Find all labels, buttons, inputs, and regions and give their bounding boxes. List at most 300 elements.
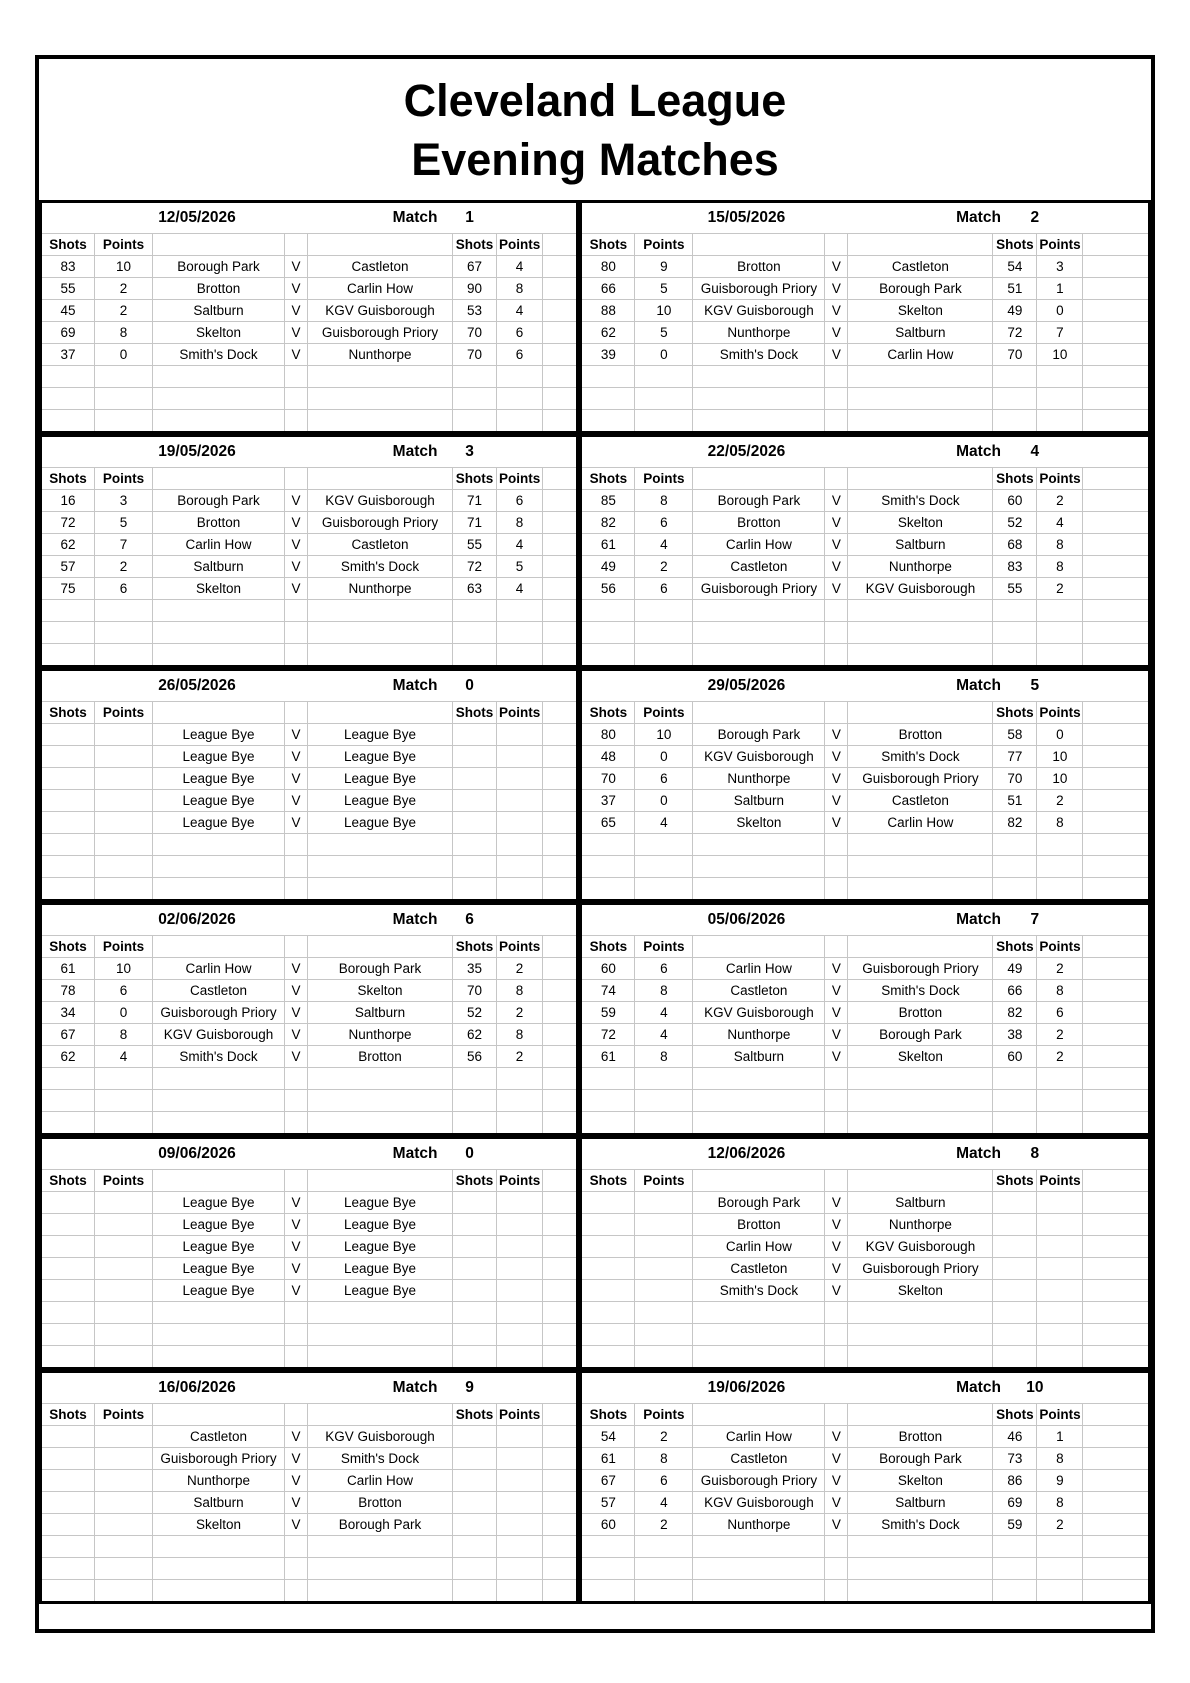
away-shots-header: Shots	[453, 1169, 497, 1191]
blank-cell	[543, 1513, 578, 1535]
blank-cell	[308, 387, 453, 409]
blank-cell	[453, 409, 497, 432]
away-shots: 71	[453, 511, 497, 533]
away-team: Smith's Dock	[848, 745, 993, 767]
match-number: 0	[465, 677, 474, 695]
column-header-row	[41, 701, 578, 723]
match-block	[579, 1136, 1151, 1370]
versus-label: V	[825, 811, 848, 833]
fixture-row	[581, 1045, 1150, 1067]
fixture-row	[41, 811, 578, 833]
blank-cell	[635, 855, 693, 877]
home-shots: 37	[41, 343, 95, 365]
home-team: Saltburn	[153, 1491, 285, 1513]
fixture-row	[581, 1235, 1150, 1257]
empty-row	[581, 599, 1150, 621]
away-points-header: Points	[497, 701, 543, 723]
match-date: 26/05/2026	[158, 677, 236, 695]
blank-cell	[308, 409, 453, 432]
away-team: KGV Guisborough	[308, 489, 453, 511]
blank-cell	[848, 409, 993, 432]
blank-cell	[497, 387, 543, 409]
away-shots	[993, 1191, 1037, 1213]
away-shots: 54	[993, 255, 1037, 277]
blank-cell	[1083, 1579, 1150, 1602]
away-points: 2	[497, 957, 543, 979]
fixture-row	[41, 723, 578, 745]
empty-row	[581, 1535, 1150, 1557]
blank-cell	[993, 1345, 1037, 1368]
away-team: League Bye	[308, 1235, 453, 1257]
blank-cell	[635, 1067, 693, 1089]
away-shots: 49	[993, 957, 1037, 979]
blank-cell	[848, 1111, 993, 1134]
blank-cell	[543, 723, 578, 745]
away-points	[1037, 1279, 1083, 1301]
blank-cell	[153, 1169, 285, 1191]
home-points: 4	[635, 1023, 693, 1045]
home-team: KGV Guisborough	[693, 1001, 825, 1023]
blank-cell	[1037, 1557, 1083, 1579]
fixture-row	[581, 1469, 1150, 1491]
versus-label: V	[825, 1213, 848, 1235]
away-points: 4	[497, 299, 543, 321]
blank-cell	[993, 409, 1037, 432]
fixture-row	[41, 745, 578, 767]
away-points: 4	[497, 533, 543, 555]
blank-cell	[308, 1579, 453, 1602]
home-points-header: Points	[635, 1169, 693, 1191]
blank-cell	[693, 365, 825, 387]
home-shots: 16	[41, 489, 95, 511]
blank-cell	[497, 409, 543, 432]
home-team: Skelton	[153, 321, 285, 343]
away-team: KGV Guisborough	[308, 299, 453, 321]
blank-cell	[693, 935, 825, 957]
away-points	[497, 1425, 543, 1447]
blank-cell	[153, 1067, 285, 1089]
empty-row	[41, 855, 578, 877]
away-shots: 70	[453, 979, 497, 1001]
home-points-header: Points	[95, 467, 153, 489]
home-points: 5	[635, 321, 693, 343]
fixture-row	[581, 555, 1150, 577]
blank-cell	[993, 1111, 1037, 1134]
fixture-row	[581, 1425, 1150, 1447]
block-header-row	[41, 1371, 578, 1403]
empty-row	[581, 365, 1150, 387]
blank-cell	[41, 599, 95, 621]
away-team: Borough Park	[848, 277, 993, 299]
home-shots: 67	[41, 1023, 95, 1045]
empty-row	[41, 1557, 578, 1579]
empty-row	[41, 599, 578, 621]
away-points	[497, 1191, 543, 1213]
fixture-row	[41, 511, 578, 533]
blank-cell	[153, 467, 285, 489]
blank-cell	[825, 1557, 848, 1579]
blank-cell	[95, 1557, 153, 1579]
blank-cell	[95, 855, 153, 877]
blank-cell	[153, 365, 285, 387]
home-points: 8	[95, 321, 153, 343]
blank-cell	[581, 1089, 635, 1111]
home-team: League Bye	[153, 1257, 285, 1279]
versus-label: V	[825, 299, 848, 321]
home-shots	[41, 1257, 95, 1279]
blank-cell	[153, 1345, 285, 1368]
empty-row	[581, 1579, 1150, 1602]
home-shots: 57	[41, 555, 95, 577]
versus-label: V	[285, 277, 308, 299]
blank-cell	[1037, 1089, 1083, 1111]
blank-cell	[1037, 1111, 1083, 1134]
home-shots-header: Shots	[41, 233, 95, 255]
blank-cell	[1083, 1403, 1150, 1425]
home-points: 0	[95, 1001, 153, 1023]
home-team: Borough Park	[693, 1191, 825, 1213]
blank-cell	[993, 387, 1037, 409]
away-team: League Bye	[308, 1279, 453, 1301]
blank-cell	[1083, 1235, 1150, 1257]
home-team: Castleton	[693, 1257, 825, 1279]
blank-cell	[153, 855, 285, 877]
versus-label: V	[285, 577, 308, 599]
blank-cell	[848, 1169, 993, 1191]
blank-cell	[825, 1403, 848, 1425]
column-header-row	[581, 1403, 1150, 1425]
blank-cell	[1083, 1557, 1150, 1579]
blank-cell	[308, 833, 453, 855]
home-shots: 62	[41, 1045, 95, 1067]
away-points	[1037, 1235, 1083, 1257]
blank-cell	[693, 1345, 825, 1368]
away-points: 7	[1037, 321, 1083, 343]
block-header-row	[581, 201, 1150, 233]
versus-label: V	[285, 489, 308, 511]
fixture-row	[581, 343, 1150, 365]
home-points	[635, 1257, 693, 1279]
blank-cell	[308, 1089, 453, 1111]
blank-cell	[497, 1579, 543, 1602]
blank-cell	[1037, 365, 1083, 387]
home-team: Brotton	[693, 1213, 825, 1235]
away-team: Nunthorpe	[308, 577, 453, 599]
away-points: 8	[1037, 979, 1083, 1001]
home-shots-header: Shots	[581, 701, 635, 723]
away-points: 8	[497, 979, 543, 1001]
match-date: 12/06/2026	[707, 1145, 786, 1163]
away-points-header: Points	[1037, 1403, 1083, 1425]
fixture-row	[41, 1447, 578, 1469]
blank-cell	[635, 365, 693, 387]
blank-cell	[635, 1323, 693, 1345]
away-team: Smith's Dock	[308, 1447, 453, 1469]
home-team: Brotton	[153, 277, 285, 299]
home-team: Nunthorpe	[693, 1023, 825, 1045]
versus-label: V	[285, 533, 308, 555]
blank-cell	[543, 387, 578, 409]
match-number: 6	[465, 911, 474, 929]
away-points: 8	[1037, 1491, 1083, 1513]
away-points: 9	[1037, 1469, 1083, 1491]
home-team: Nunthorpe	[153, 1469, 285, 1491]
blank-cell	[543, 1447, 578, 1469]
home-points: 4	[635, 1001, 693, 1023]
match-block	[579, 200, 1151, 434]
match-date: 05/06/2026	[707, 911, 786, 929]
away-shots-header: Shots	[453, 467, 497, 489]
blank-cell	[1037, 1535, 1083, 1557]
away-shots: 51	[993, 277, 1037, 299]
away-shots: 66	[993, 979, 1037, 1001]
away-points-header: Points	[497, 1403, 543, 1425]
blank-cell	[285, 701, 308, 723]
blank-cell	[543, 1169, 578, 1191]
match-date: 19/05/2026	[158, 443, 236, 461]
blank-cell	[1037, 387, 1083, 409]
blank-cell	[543, 1111, 578, 1134]
blank-cell	[1083, 1111, 1150, 1134]
away-points: 2	[1037, 1023, 1083, 1045]
away-shots: 35	[453, 957, 497, 979]
away-team: Skelton	[848, 1279, 993, 1301]
versus-label: V	[825, 1469, 848, 1491]
fixture-row	[41, 1257, 578, 1279]
blank-cell	[848, 599, 993, 621]
home-shots-header: Shots	[581, 1169, 635, 1191]
away-shots	[993, 1257, 1037, 1279]
blank-cell	[848, 1089, 993, 1111]
blank-cell	[308, 1301, 453, 1323]
blank-cell	[581, 1067, 635, 1089]
home-shots: 85	[581, 489, 635, 511]
versus-label: V	[285, 811, 308, 833]
blank-cell	[581, 409, 635, 432]
blank-cell	[543, 935, 578, 957]
home-team: Skelton	[153, 1513, 285, 1535]
blank-cell	[581, 643, 635, 666]
away-team: Carlin How	[848, 343, 993, 365]
away-team: Nunthorpe	[308, 343, 453, 365]
blank-cell	[41, 855, 95, 877]
blank-cell	[1083, 1257, 1150, 1279]
match-block	[579, 902, 1151, 1136]
column-header-row	[41, 935, 578, 957]
blank-cell	[543, 701, 578, 723]
home-team: Castleton	[693, 1447, 825, 1469]
blank-cell	[543, 321, 578, 343]
home-points: 6	[635, 767, 693, 789]
away-points	[497, 745, 543, 767]
away-team: League Bye	[308, 789, 453, 811]
home-shots: 67	[581, 1469, 635, 1491]
away-shots: 63	[453, 577, 497, 599]
home-team: Saltburn	[693, 789, 825, 811]
home-team: Borough Park	[693, 723, 825, 745]
away-shots	[453, 811, 497, 833]
home-shots	[41, 789, 95, 811]
blank-cell	[543, 577, 578, 599]
blank-cell	[1083, 877, 1150, 900]
home-shots: 37	[581, 789, 635, 811]
home-points-header: Points	[635, 935, 693, 957]
away-shots: 49	[993, 299, 1037, 321]
title-line-2: Evening Matches	[411, 134, 779, 186]
empty-row	[581, 877, 1150, 900]
home-shots: 61	[41, 957, 95, 979]
home-points: 4	[635, 533, 693, 555]
blank-cell	[153, 1301, 285, 1323]
blank-cell	[308, 935, 453, 957]
fixture-row	[581, 1001, 1150, 1023]
home-points: 2	[95, 299, 153, 321]
home-shots	[41, 1191, 95, 1213]
blank-cell	[543, 1425, 578, 1447]
blank-cell	[848, 365, 993, 387]
away-team: Smith's Dock	[848, 489, 993, 511]
blank-cell	[825, 1089, 848, 1111]
versus-label: V	[825, 255, 848, 277]
blank-cell	[693, 1557, 825, 1579]
blank-cell	[543, 1301, 578, 1323]
versus-label: V	[825, 277, 848, 299]
blank-cell	[1083, 599, 1150, 621]
blank-cell	[693, 877, 825, 900]
home-team: Nunthorpe	[693, 1513, 825, 1535]
versus-label: V	[285, 1045, 308, 1067]
versus-label: V	[285, 1191, 308, 1213]
blank-cell	[41, 1557, 95, 1579]
versus-label: V	[285, 1279, 308, 1301]
home-points	[635, 1213, 693, 1235]
away-team: Castleton	[848, 789, 993, 811]
home-points	[95, 811, 153, 833]
fixture-row	[581, 1257, 1150, 1279]
home-points	[635, 1235, 693, 1257]
away-team: KGV Guisborough	[848, 577, 993, 599]
home-points: 8	[95, 1023, 153, 1045]
match-grid	[39, 200, 1151, 1604]
home-shots: 82	[581, 511, 635, 533]
away-shots: 90	[453, 277, 497, 299]
blank-cell	[543, 1579, 578, 1602]
home-points: 7	[95, 533, 153, 555]
home-points: 2	[95, 555, 153, 577]
away-team: Saltburn	[848, 1491, 993, 1513]
home-points: 9	[635, 255, 693, 277]
versus-label: V	[825, 1045, 848, 1067]
blank-cell	[497, 1089, 543, 1111]
home-shots	[581, 1279, 635, 1301]
home-shots: 45	[41, 299, 95, 321]
blank-cell	[543, 957, 578, 979]
blank-cell	[497, 1111, 543, 1134]
away-team: Saltburn	[848, 533, 993, 555]
away-points: 2	[1037, 577, 1083, 599]
blank-cell	[1083, 1513, 1150, 1535]
versus-label: V	[825, 321, 848, 343]
blank-cell	[693, 833, 825, 855]
away-shots: 58	[993, 723, 1037, 745]
column-header-row	[581, 701, 1150, 723]
blank-cell	[635, 1111, 693, 1134]
away-shots-header: Shots	[993, 1169, 1037, 1191]
home-team: Brotton	[693, 511, 825, 533]
fixture-row	[581, 723, 1150, 745]
fixture-row	[581, 745, 1150, 767]
away-shots: 69	[993, 1491, 1037, 1513]
away-shots-header: Shots	[993, 1403, 1037, 1425]
home-team: League Bye	[153, 789, 285, 811]
blank-cell	[581, 1579, 635, 1602]
match-block	[39, 200, 579, 434]
away-team: Brotton	[308, 1045, 453, 1067]
home-shots: 57	[581, 1491, 635, 1513]
blank-cell	[693, 643, 825, 666]
blank-cell	[497, 1301, 543, 1323]
blank-cell	[543, 533, 578, 555]
blank-cell	[285, 365, 308, 387]
versus-label: V	[825, 343, 848, 365]
home-team: Saltburn	[153, 555, 285, 577]
blank-cell	[825, 701, 848, 723]
away-points: 10	[1037, 767, 1083, 789]
blank-cell	[993, 1301, 1037, 1323]
home-points: 6	[635, 957, 693, 979]
match-label: Match	[392, 209, 438, 227]
fixture-row	[581, 979, 1150, 1001]
home-points: 8	[635, 1447, 693, 1469]
versus-label: V	[825, 979, 848, 1001]
home-shots	[41, 1235, 95, 1257]
blank-cell	[153, 233, 285, 255]
versus-label: V	[285, 1469, 308, 1491]
home-team: Smith's Dock	[693, 1279, 825, 1301]
blank-cell	[543, 409, 578, 432]
block-header-row	[41, 201, 578, 233]
home-team: League Bye	[153, 723, 285, 745]
away-points: 6	[497, 489, 543, 511]
home-shots: 74	[581, 979, 635, 1001]
blank-cell	[153, 833, 285, 855]
home-shots: 48	[581, 745, 635, 767]
blank-cell	[153, 1111, 285, 1134]
blank-cell	[635, 1535, 693, 1557]
home-team: League Bye	[153, 767, 285, 789]
away-points: 8	[1037, 1447, 1083, 1469]
blank-cell	[848, 1557, 993, 1579]
home-team: Carlin How	[153, 533, 285, 555]
home-points-header: Points	[635, 233, 693, 255]
away-shots	[993, 1279, 1037, 1301]
away-points	[497, 811, 543, 833]
blank-cell	[693, 467, 825, 489]
home-points	[95, 723, 153, 745]
fixture-row	[581, 1279, 1150, 1301]
versus-label: V	[825, 723, 848, 745]
home-shots	[41, 1513, 95, 1535]
fixture-row	[41, 1213, 578, 1235]
blank-cell	[693, 1067, 825, 1089]
blank-cell	[285, 833, 308, 855]
empty-row	[41, 1067, 578, 1089]
home-team: Saltburn	[153, 299, 285, 321]
fixture-row	[41, 277, 578, 299]
away-shots: 73	[993, 1447, 1037, 1469]
blank-cell	[1083, 833, 1150, 855]
versus-label: V	[285, 1213, 308, 1235]
